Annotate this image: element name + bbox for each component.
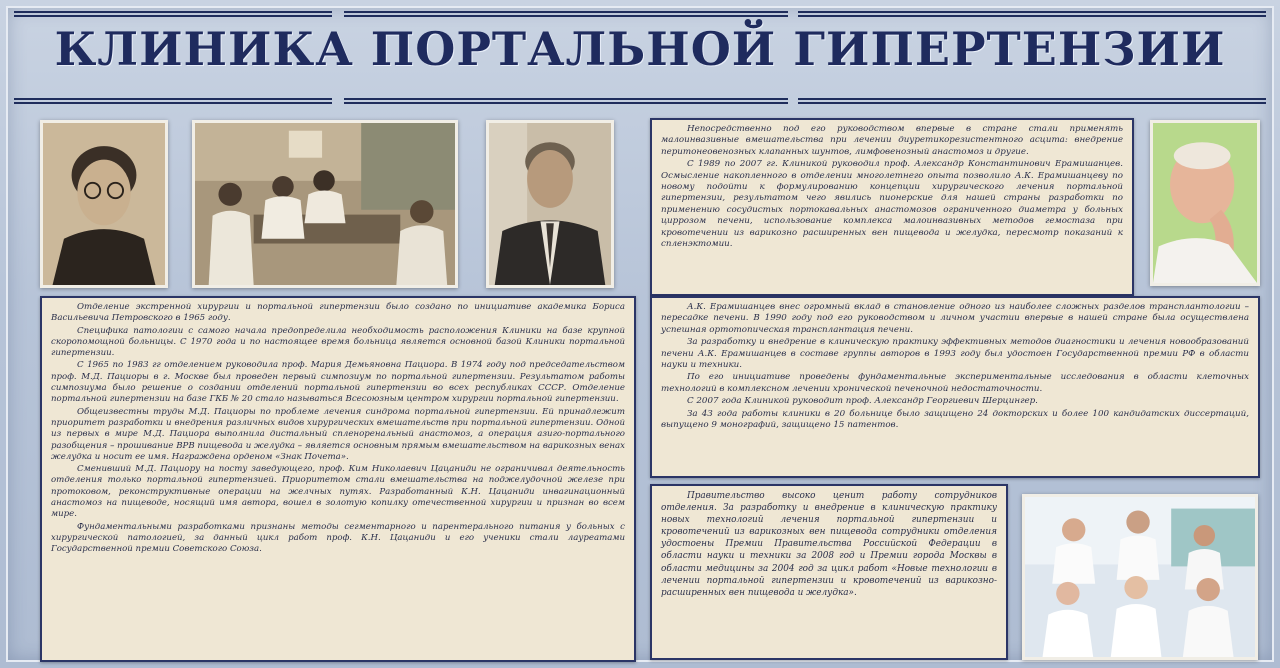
right-bottom-text-panel [650,484,1008,660]
title-rule-bottom-middle [344,98,788,104]
title-rule-right [798,11,1266,17]
right-middle-text-panel [650,296,1260,478]
right-top-paragraph: С 1989 по 2007 гг. Клиникой руководил проф. Александр Константинович Ерамишанцев. Осмысление накопленного в отделении многолетнего опыта позволило А.К. Ерамишанцеву по новому подойти к формулированию концепции хирургического лечения портальной гипертензии, результатом чего явились пионерские для нашей страны разработки по применению сосудистых портокавальных анастомозов ограниченного диаметра у больных циррозом печени, использование комплекса малоинвазивных методов гемостаза при кровотечении из варикозно расширенных вен пищевода и желудка, пересмотр показаний к спленэктомии. [661,159,1123,250]
title-rule-bottom-left [14,98,332,104]
right-middle-paragraph: С 2007 года Клиникой руководит проф. Александр Георгиевич Шерцингер. [687,396,1038,407]
right-bottom-paragraph: Правительство высоко ценит работу сотрудников отделения. За разработку и внедрение в клиническую практику новых технологий лечения портальной гипертензии и кровотечений из варикозных вен пищевода сотрудники отделения удостоены Премии Правительства Российской Федерации в области науки и техники за 2008 год и Премии города Москвы в области медицины за 2004 год за цикл работ «Новые технологии в лечении портальной гипертензии и кровотечений из варикозно-расширенных вен пищевода и желудка». [661,491,997,598]
portrait-woman-photo [40,120,168,288]
right-top-text-panel [650,118,1134,296]
portrait-man-color-photo [1150,120,1260,286]
right-middle-paragraph: За разработку и внедрение в клиническую практику эффективных методов диагностики и лечения новообразований печени А.К. Ерамишанцев в составе группы авторов в 1993 году был удостоен Государственной премии РФ в области науки и техники. [661,337,1249,371]
left-paragraph: Специфика патологии с самого начала предопределила необходимость расположения Клиники на базе крупной скоропомощной больницы. С 1970 года и по настоящее время больница является основной базой Клиники портальной гипертензии. [51,325,625,359]
left-paragraph: Сменивший М.Д. Пациору на посту заведующего, проф. Ким Николаевич Цацаниди не ограничивал деятельность отделения только портальной гипертензией. Приоритетом стали вмешательства на поджелудочной железе при протоковом, реконструктивные операции на желчных путях. Разработанный К.Н. Цацаниди инвагинационный анастомоз на пищеводе, носящий имя автора, вошел в золотую копилку отечественной хирургии и признан во всем мире. [51,464,625,520]
left-paragraph: Отделение экстренной хирургии и портальной гипертензии было создано по инициативе академика Бориса Васильевича Петровского в 1965 году. [51,302,625,324]
portrait-man-suit-photo [486,120,614,288]
right-middle-paragraph: А.К. Ерамишанцев внес огромный вклад в становление одного из наиболее сложных разделов трансплантологии – пересадке печени. В 1990 году под его руководством и личном участии впервые в нашей стране была осуществлена успешная ортотопическая трансплантация печени. [661,302,1249,335]
left-paragraph: Общеизвестны труды М.Д. Пациоры по проблеме лечения синдрома портальной гипертензии. Ей принадлежит приоритет разработки и внедрения различных видов хирургических вмешательств при портальной гипертензии. Одной из первых в мире М.Д. Пациора выполнила дистальный спленоренальный анастомоз, а операция азиго-портального разобщения – прошивание ВРВ пищевода и желудка – является основным прямым вмешательством на варикозных венах желудка и носит ее имя. Награждена орденом «Знак Почета». [51,406,625,462]
page-title: КЛИНИКА ПОРТАЛЬНОЙ ГИПЕРТЕНЗИИ [54,22,1226,76]
right-middle-paragraph: За 43 года работы клиники в 20 больнице было защищено 24 докторских и более 100 кандидатских диссертаций, выпущено 9 монографий, защищено 15 патентов. [661,408,1249,431]
title-rule-middle [344,11,788,17]
staff-group-photo [1022,494,1258,660]
left-paragraph: С 1965 по 1983 гг отделением руководила проф. Мария Демьяновна Пациора. В 1974 году под председательством проф. М.Д. Пациоры в г. Москве был проведен первый симпозиум по портальной гипертензии. Результатом работы симпозиума было решение о создании отделений портальной гипертензии во всех республиках СССР. Отделение портальной гипертензии на базе ГКБ № 20 стало называться Всесоюзным центром хирургии портальной гипертензии. [51,360,625,405]
left-text-panel [40,296,636,662]
title-rule-left [14,11,332,17]
right-middle-paragraph: По его инициативе проведены фундаментальные экспериментальные исследования в области клеточных технологий в комплексном лечении хронической печеночной недостаточности. [661,372,1249,394]
left-paragraph: Фундаментальными разработками признаны методы сегментарного и парентерального питания у больных с хирургической патологией, за данный цикл работ проф. К.Н. Цацаниди и его ученики стали лауреатами Государственной премии Советского Союза. [51,521,625,555]
right-top-paragraph: Непосредственно под его руководством впервые в стране стали применять малоинвазивные вмешательства при лечении диуретикорезистентного асцита: внедрение перитонеовенозных клапанных шунтов, лимфовенозный анастомоз и другие. [661,124,1123,157]
surgeons-meeting-photo [192,120,458,288]
title-rule-bottom-right [798,98,1266,104]
